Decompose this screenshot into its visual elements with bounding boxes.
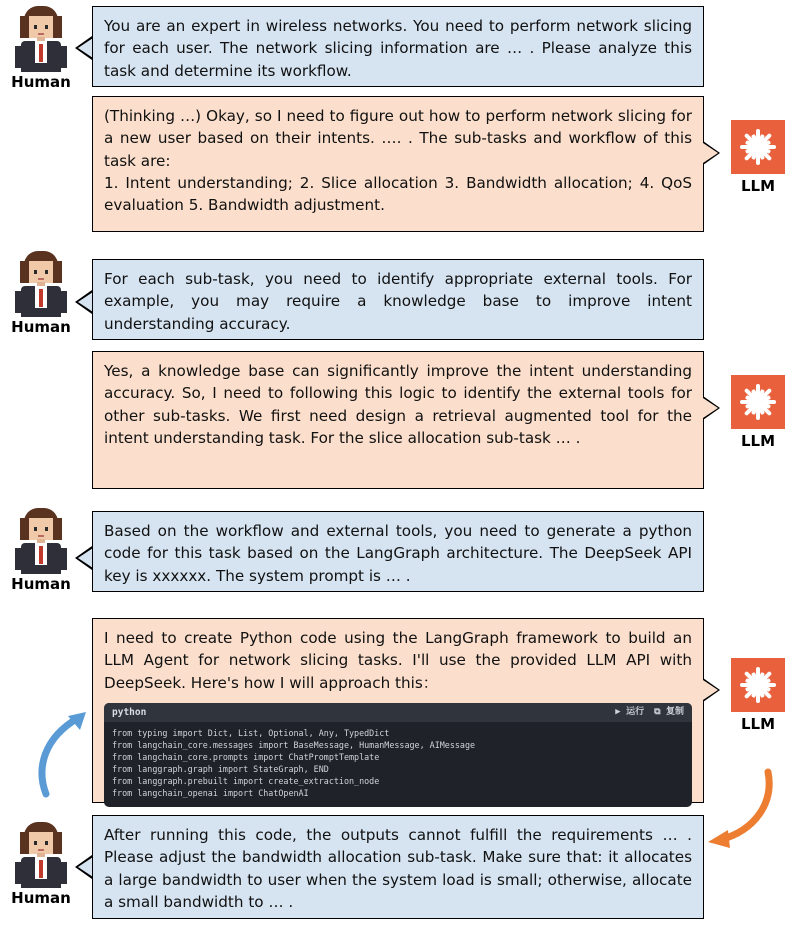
code-line: from typing import Dict, List, Optional, Any, TypedDict: [112, 728, 390, 739]
bubble-tail-fill: [78, 38, 93, 58]
llm-icon: [731, 375, 785, 429]
message-llm-1: [92, 96, 704, 232]
avatar: [10, 249, 72, 317]
message-text: (Thinking …) Okay, so I need to figure out how to perform network slicing for a new user based on their intents. …. . The sub-tasks and workflow of this task are:: [104, 107, 692, 170]
avatar-human-3: [4, 506, 78, 593]
message-llm-2: [92, 351, 704, 489]
bubble-tail-fill: [703, 680, 718, 700]
code-line: from langchain_openai import ChatOpenAI: [112, 787, 309, 798]
icon-llm-1: [722, 120, 794, 195]
arrow-blue-feedback: [28, 690, 98, 800]
avatar-label: Human: [11, 318, 71, 336]
bubble-tail-fill: [703, 143, 718, 163]
avatar-human-1: [4, 4, 78, 91]
message-human-4: [92, 815, 704, 919]
code-block: [104, 703, 692, 807]
llm-label: LLM: [740, 177, 776, 195]
message-text: You are an expert in wireless networks. You need to perform network slicing for each user. The network slicing information are … . Please analyze this task and determine its workflow.: [104, 17, 692, 80]
message-text: Based on the workflow and external tools, you need to generate a python code for this task based on the LangGraph architecture. The DeepSeek API key is xxxxxx. The system prompt is … .: [104, 522, 692, 585]
avatar-human-4: [4, 820, 78, 907]
message-text: I need to create Python code using the LangGraph framework to build an LLM Agent for network slicing tasks. I'll use the provided LLM API with DeepSeek. Here's how I will approach this：: [104, 629, 692, 692]
icon-llm-3: [722, 658, 794, 733]
code-line: from langchain_core.messages import BaseMessage, HumanMessage, AIMessage: [112, 739, 476, 750]
message-text: Yes, a knowledge base can significantly improve the intent understanding accuracy. So, I need to following this logic to identify the external tools for other sub-tasks. We first need design a retrieval augmented tool for the intent understanding task. For the slice allocation sub-task … .: [104, 362, 692, 448]
copy-code-button[interactable]: ⧉ 复制: [654, 706, 684, 717]
message-text: For each sub-task, you need to identify appropriate external tools. For example, you may require a knowledge base to improve intent understanding accuracy.: [104, 270, 692, 333]
icon-llm-2: [722, 375, 794, 450]
avatar-label: Human: [11, 575, 71, 593]
message-human-3: [92, 511, 704, 592]
avatar-label: Human: [11, 73, 71, 91]
bubble-tail-fill: [78, 292, 93, 312]
llm-icon: [731, 120, 785, 174]
llm-label: LLM: [740, 432, 776, 450]
message-human-1: [92, 6, 704, 87]
message-llm-3: [92, 618, 704, 803]
avatar: [10, 4, 72, 72]
bubble-tail-fill: [78, 548, 93, 568]
run-code-button[interactable]: ▶ 运行: [615, 706, 645, 717]
llm-icon: [731, 658, 785, 712]
message-human-2: [92, 259, 704, 340]
avatar: [10, 506, 72, 574]
message-text-secondary: 1. Intent understanding; 2. Slice allocation 3. Bandwidth allocation; 4. QoS evaluation 5. Bandwidth adjustment.: [104, 174, 692, 215]
message-text: After running this code, the outputs cannot fulfill the requirements … . Please adjust the bandwidth allocation sub-task. Make sure that: it allocates a large bandwidth to user when the system load is small; otherwise, allocate a small bandwidth to … .: [104, 826, 692, 912]
code-block-body: [104, 722, 692, 807]
avatar: [10, 820, 72, 888]
llm-label: LLM: [740, 715, 776, 733]
code-block-header: [104, 703, 692, 722]
bubble-tail-fill: [78, 857, 93, 877]
avatar-human-2: [4, 249, 78, 336]
code-line: from langchain_core.prompts import ChatPromptTemplate: [112, 751, 380, 762]
code-line: from langgraph.prebuilt import create_extraction_node: [112, 775, 380, 786]
code-language-label: python: [112, 706, 147, 718]
bubble-tail-fill: [703, 398, 718, 418]
avatar-label: Human: [11, 889, 71, 907]
code-line: from langgraph.graph import StateGraph, END: [112, 763, 329, 774]
